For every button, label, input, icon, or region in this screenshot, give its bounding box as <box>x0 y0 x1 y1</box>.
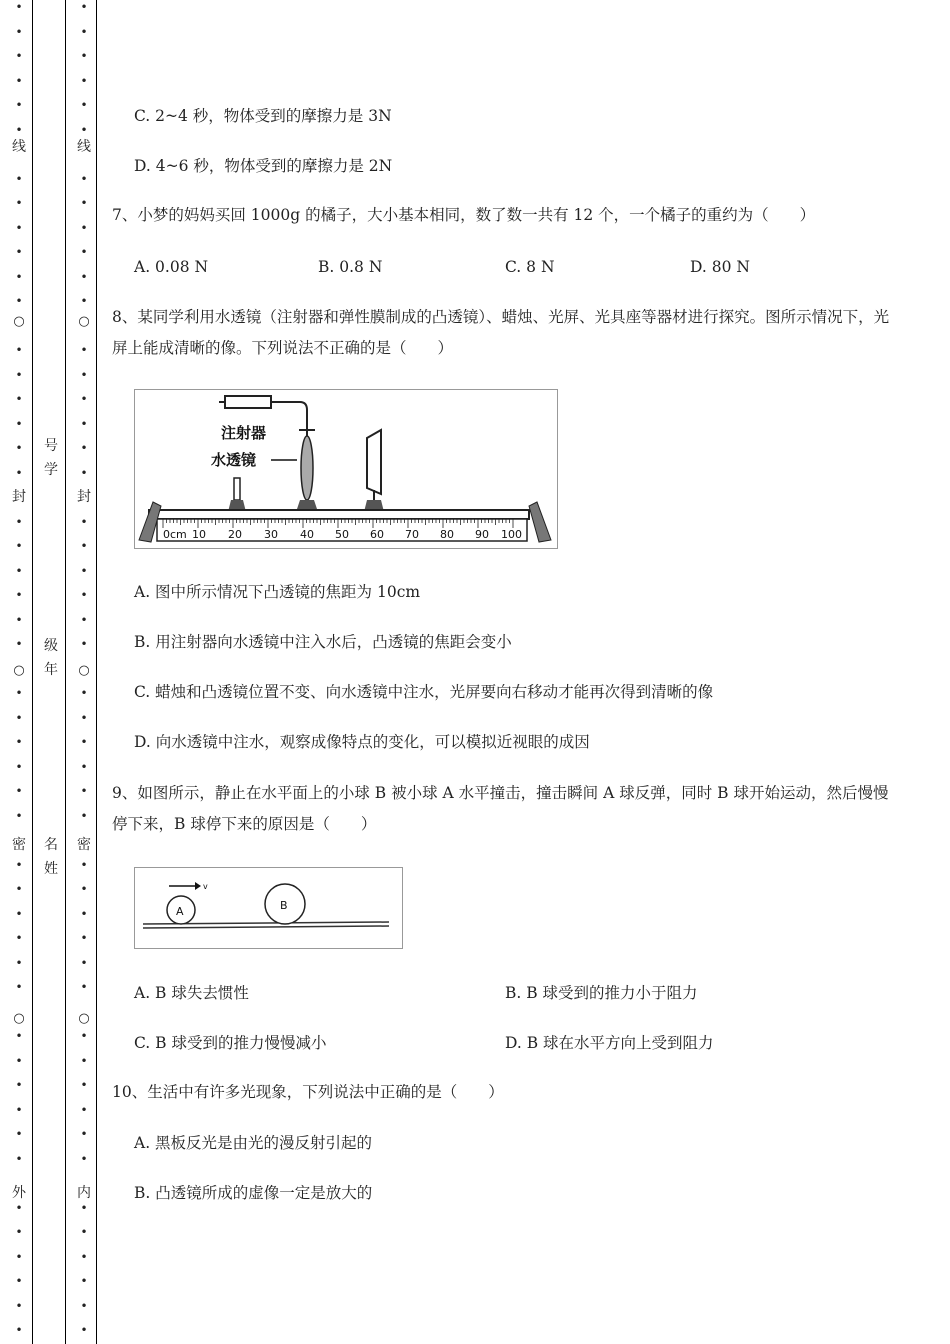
q7-option-b: B. 0.8 N <box>318 258 383 276</box>
q7-option-a: A. 0.08 N <box>134 258 209 276</box>
tick-label-100: 100 <box>501 528 522 541</box>
light-screen-icon <box>367 430 381 494</box>
q6-option-c: C. 2~4 秒，物体受到的摩擦力是 3N <box>134 107 392 125</box>
outer-dot: • <box>15 343 23 357</box>
q9-option-c: C. B 球受到的推力慢慢减小 <box>134 1034 327 1052</box>
inner-dot: • <box>80 1274 88 1288</box>
inner-dot: • <box>80 809 88 823</box>
inner-dot: • <box>80 294 88 308</box>
outer-dot: • <box>15 637 23 651</box>
optical-bench-svg <box>135 390 557 548</box>
inner-dot: • <box>80 49 88 63</box>
inner-dot: • <box>80 392 88 406</box>
inner-dot: • <box>80 25 88 39</box>
inner-dot: • <box>80 1029 88 1043</box>
inner-seal-strip <box>73 0 95 1344</box>
outer-dot: • <box>15 1225 23 1239</box>
inner-dot: • <box>80 735 88 749</box>
outer-dot: • <box>15 270 23 284</box>
outer-dot: • <box>15 931 23 945</box>
inner-seal-char: ○ <box>78 1011 90 1026</box>
bench-right-leg <box>529 502 551 542</box>
outer-dot: • <box>15 907 23 921</box>
outer-dot: • <box>15 515 23 529</box>
outer-dot: • <box>15 809 23 823</box>
inner-dot: • <box>80 0 88 14</box>
outer-seal-char: 密 <box>12 837 26 853</box>
outer-dot: • <box>15 858 23 872</box>
inner-dot: • <box>80 1323 88 1337</box>
inner-dot: • <box>80 882 88 896</box>
inner-dot: • <box>80 245 88 259</box>
outer-dot: • <box>15 1029 23 1043</box>
outer-dot: • <box>15 1250 23 1264</box>
q7-option-c: C. 8 N <box>505 258 555 276</box>
q6-option-d: D. 4~6 秒，物体受到的摩擦力是 2N <box>134 157 393 175</box>
tick-label-50: 50 <box>335 528 349 541</box>
outer-dot: • <box>15 98 23 112</box>
inner-seal-char: 密 <box>77 837 91 853</box>
candle-icon <box>234 478 240 500</box>
q7-option-d: D. 80 N <box>690 258 750 276</box>
q10-option-b: B. 凸透镜所成的虚像一定是放大的 <box>134 1184 373 1202</box>
margin-line-1 <box>32 0 33 1344</box>
inner-dot: • <box>80 98 88 112</box>
outer-dot: • <box>15 711 23 725</box>
inner-dot: • <box>80 1299 88 1313</box>
inner-dot: • <box>80 1103 88 1117</box>
tick-label-10: 10 <box>192 528 206 541</box>
outer-dot: • <box>15 613 23 627</box>
outer-seal-char: ○ <box>13 314 25 329</box>
inner-seal-char: 封 <box>77 489 91 505</box>
inner-dot: • <box>80 564 88 578</box>
inner-dot: • <box>80 588 88 602</box>
outer-seal-strip <box>8 0 30 1344</box>
outer-dot: • <box>15 1201 23 1215</box>
inner-dot: • <box>80 1127 88 1141</box>
collision-figure <box>134 867 403 949</box>
inner-dot: • <box>80 1054 88 1068</box>
inner-dot: • <box>80 270 88 284</box>
q9-stem: 9、如图所示，静止在水平面上的小球 B 被小球 A 水平撞击，撞击瞬间 A 球反弹，同时 B 球开始运动，然后慢慢停下来，B 球停下来的原因是（ ） <box>112 784 889 833</box>
outer-dot: • <box>15 221 23 235</box>
outer-dot: • <box>15 1299 23 1313</box>
inner-dot: • <box>80 907 88 921</box>
inner-dot: • <box>80 515 88 529</box>
grade-field: 级 年 <box>44 638 58 678</box>
inner-dot: • <box>80 417 88 431</box>
velocity-arrowhead <box>195 882 201 890</box>
outer-dot: • <box>15 686 23 700</box>
inner-dot: • <box>80 931 88 945</box>
optical-bench-figure <box>134 389 558 549</box>
outer-dot: • <box>15 1127 23 1141</box>
tick-label-80: 80 <box>440 528 454 541</box>
inner-dot: • <box>80 760 88 774</box>
tick-label-60: 60 <box>370 528 384 541</box>
q7-stem: 7、小梦的妈妈买回 1000g 的橘子，大小基本相同，数了数一共有 12 个，一个橘子的重约为（ ） <box>112 206 816 224</box>
outer-seal-char: 外 <box>12 1185 26 1201</box>
outer-dot: • <box>15 539 23 553</box>
inner-seal-char: 线 <box>77 139 91 155</box>
inner-seal-char: 内 <box>77 1185 91 1201</box>
margin-line-3 <box>96 0 97 1344</box>
q10-option-a: A. 黑板反光是由光的漫反射引起的 <box>134 1134 373 1152</box>
inner-dot: • <box>80 637 88 651</box>
inner-dot: • <box>80 1225 88 1239</box>
outer-dot: • <box>15 980 23 994</box>
outer-seal-char: 线 <box>12 139 26 155</box>
inner-dot: • <box>80 368 88 382</box>
inner-dot: • <box>80 686 88 700</box>
outer-dot: • <box>15 1078 23 1092</box>
outer-dot: • <box>15 784 23 798</box>
inner-dot: • <box>80 980 88 994</box>
inner-seal-char: ○ <box>78 314 90 329</box>
outer-dot: • <box>15 392 23 406</box>
inner-dot: • <box>80 858 88 872</box>
q9-option-a: A. B 球失去惯性 <box>134 984 249 1002</box>
inner-dot: • <box>80 539 88 553</box>
outer-dot: • <box>15 25 23 39</box>
outer-dot: • <box>15 1323 23 1337</box>
outer-dot: • <box>15 294 23 308</box>
q8-stem: 8、某同学利用水透镜（注射器和弹性膜制成的凸透镜）、蜡烛、光屏、光具座等器材进行探究。图所示情况下，光屏上能成清晰的像。下列说法不正确的是（ ） <box>112 308 890 357</box>
tick-label-40: 40 <box>300 528 314 541</box>
label-water-lens: 水透镜 <box>211 451 257 469</box>
inner-dot: • <box>80 172 88 186</box>
inner-dot: • <box>80 466 88 480</box>
inner-dot: • <box>80 784 88 798</box>
inner-dot: • <box>80 74 88 88</box>
q10-stem: 10、生活中有许多光现象，下列说法中正确的是（ ） <box>112 1083 504 1101</box>
tick-label-90: 90 <box>475 528 489 541</box>
inner-dot: • <box>80 1250 88 1264</box>
q8-option-c: C. 蜡烛和凸透镜位置不变、向水透镜中注水，光屏要向右移动才能再次得到清晰的像 <box>134 683 714 701</box>
outer-dot: • <box>15 49 23 63</box>
outer-dot: • <box>15 735 23 749</box>
water-lens-icon <box>301 436 313 500</box>
q9-option-d: D. B 球在水平方向上受到阻力 <box>505 1034 714 1052</box>
outer-dot: • <box>15 1152 23 1166</box>
outer-dot: • <box>15 123 23 137</box>
outer-seal-char: 封 <box>12 489 26 505</box>
student-number-field: 号 学 <box>44 438 58 478</box>
ground-line-bottom <box>143 926 389 928</box>
velocity-label: v <box>203 882 208 891</box>
inner-dot: • <box>80 1201 88 1215</box>
outer-dot: • <box>15 760 23 774</box>
outer-dot: • <box>15 466 23 480</box>
ball-a-label: A <box>176 905 184 918</box>
inner-dot: • <box>80 956 88 970</box>
inner-seal-char: ○ <box>78 663 90 678</box>
inner-dot: • <box>80 711 88 725</box>
ball-b-label: B <box>280 899 288 912</box>
tick-label-70: 70 <box>405 528 419 541</box>
outer-dot: • <box>15 74 23 88</box>
inner-dot: • <box>80 343 88 357</box>
outer-dot: • <box>15 368 23 382</box>
outer-seal-char: ○ <box>13 663 25 678</box>
inner-dot: • <box>80 613 88 627</box>
bench-rail <box>149 510 529 519</box>
inner-dot: • <box>80 1078 88 1092</box>
inner-dot: • <box>80 1152 88 1166</box>
outer-dot: • <box>15 441 23 455</box>
outer-dot: • <box>15 172 23 186</box>
inner-dot: • <box>80 123 88 137</box>
q8-option-a: A. 图中所示情况下凸透镜的焦距为 10cm <box>134 583 421 601</box>
q9-option-b: B. B 球受到的推力小于阻力 <box>505 984 698 1002</box>
label-syringe: 注射器 <box>221 424 267 442</box>
q8-option-b: B. 用注射器向水透镜中注入水后，凸透镜的焦距会变小 <box>134 633 512 651</box>
tick-label-30: 30 <box>264 528 278 541</box>
inner-dot: • <box>80 441 88 455</box>
outer-dot: • <box>15 882 23 896</box>
outer-dot: • <box>15 1274 23 1288</box>
outer-dot: • <box>15 196 23 210</box>
outer-seal-char: ○ <box>13 1011 25 1026</box>
inner-dot: • <box>80 196 88 210</box>
outer-dot: • <box>15 1054 23 1068</box>
outer-dot: • <box>15 245 23 259</box>
collision-svg <box>135 868 402 948</box>
syringe-icon <box>225 396 271 408</box>
outer-dot: • <box>15 956 23 970</box>
outer-dot: • <box>15 417 23 431</box>
tick-label-0cm: 0cm <box>163 528 187 541</box>
q8-option-d: D. 向水透镜中注水，观察成像特点的变化，可以模拟近视眼的成因 <box>134 733 590 751</box>
name-field: 名 姓 <box>44 837 58 877</box>
inner-dot: • <box>80 221 88 235</box>
outer-dot: • <box>15 588 23 602</box>
outer-dot: • <box>15 0 23 14</box>
tick-label-20: 20 <box>228 528 242 541</box>
outer-dot: • <box>15 1103 23 1117</box>
outer-dot: • <box>15 564 23 578</box>
